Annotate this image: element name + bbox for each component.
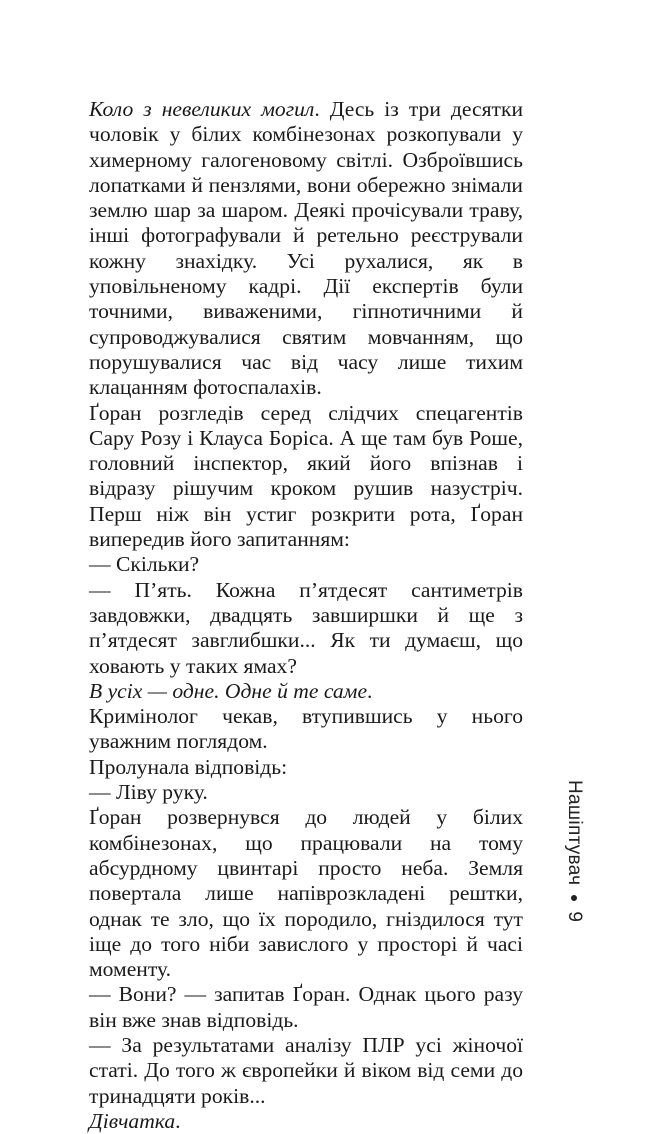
book-title: Нашіптувач: [564, 780, 585, 886]
body-text: [89, 97, 523, 1134]
paragraph-11: [89, 1033, 523, 1109]
paragraph-2: [89, 401, 523, 553]
paragraph-4: [89, 578, 523, 679]
running-head-rotated: [563, 780, 585, 922]
paragraph-text: Ґоран розвернувся до людей у білих комбінезонах, що працювали на тому абсурдному цвинтарі просто неба. Земля повертала лише напіврозкладені рештки, однак те зло, що їх породило, гніздилося тут іще до того ніби завислого у просторі й часі моменту.: [89, 805, 523, 982]
paragraph-text: .: [175, 1108, 181, 1133]
italic-lead: Дівчатка: [89, 1108, 176, 1133]
paragraph-text: — Ліву руку.: [89, 780, 208, 805]
paragraph-10: [89, 982, 523, 1033]
paragraph-6: [89, 704, 523, 755]
paragraph-text: .: [367, 678, 373, 703]
paragraph-1: [89, 97, 523, 401]
paragraph-text: Кримінолог чекав, втупившись у нього уважним поглядом.: [89, 704, 523, 754]
paragraph-5: [89, 679, 523, 704]
paragraph-text: Ґоран розгледів серед слідчих спецагентів Сару Розу і Клауса Боріса. А ще там був Роше, головний інспектор, який його впізнав і відразу рішучим кроком рушив назустріч. Перш ніж він устиг розкрити рота, Ґоран випередив його запитанням:: [89, 400, 523, 552]
paragraph-text: — За результатами аналізу ПЛР усі жіночої статі. До того ж європейки й віком від семи до тринадцяти років...: [89, 1032, 523, 1108]
paragraph-text: — П’ять. Кожна п’ятдесят сантиметрів завдовжки, двадцять завширшки й ще з п’ятдесят завглибшки... Як ти думаєш, що ховають у таких ямах?: [89, 577, 523, 678]
paragraph-text: . Десь із три десятки чоловік у білих комбінезонах розкопували у химерному галогеновому світлі. Озброївшись лопатками й пензлями, вони обережно знімали землю шар за шаром. Деякі прочісували траву, інші фотографували й ретельно реєстрували кожну знахідку. Усі рухалися, як в уповільненому кадрі. Дії експертів були точними, виваженими, гіпнотичними й супроводжувалися святим мовчанням, що порушувалися час від часу лише тихим клацанням фотоспалахів.: [89, 97, 523, 400]
paragraph-3: [89, 552, 523, 577]
paragraph-text: Пролунала відповідь:: [89, 754, 288, 779]
paragraph-7: [89, 755, 523, 780]
running-head: [555, 780, 585, 940]
paragraph-text: — Вони? — запитав Ґоран. Однак цього разу він вже знав відповідь.: [89, 982, 523, 1032]
paragraph-text: — Скільки?: [89, 552, 200, 577]
page-number: 9: [564, 911, 585, 923]
paragraph-9: [89, 805, 523, 982]
italic-lead: В усіх — одне. Одне й те саме: [89, 678, 368, 703]
italic-lead: Коло з невеликих могил: [89, 97, 315, 121]
separator-dot-icon: [571, 895, 577, 901]
paragraph-8: [89, 780, 523, 805]
paragraph-12: [89, 1109, 523, 1134]
